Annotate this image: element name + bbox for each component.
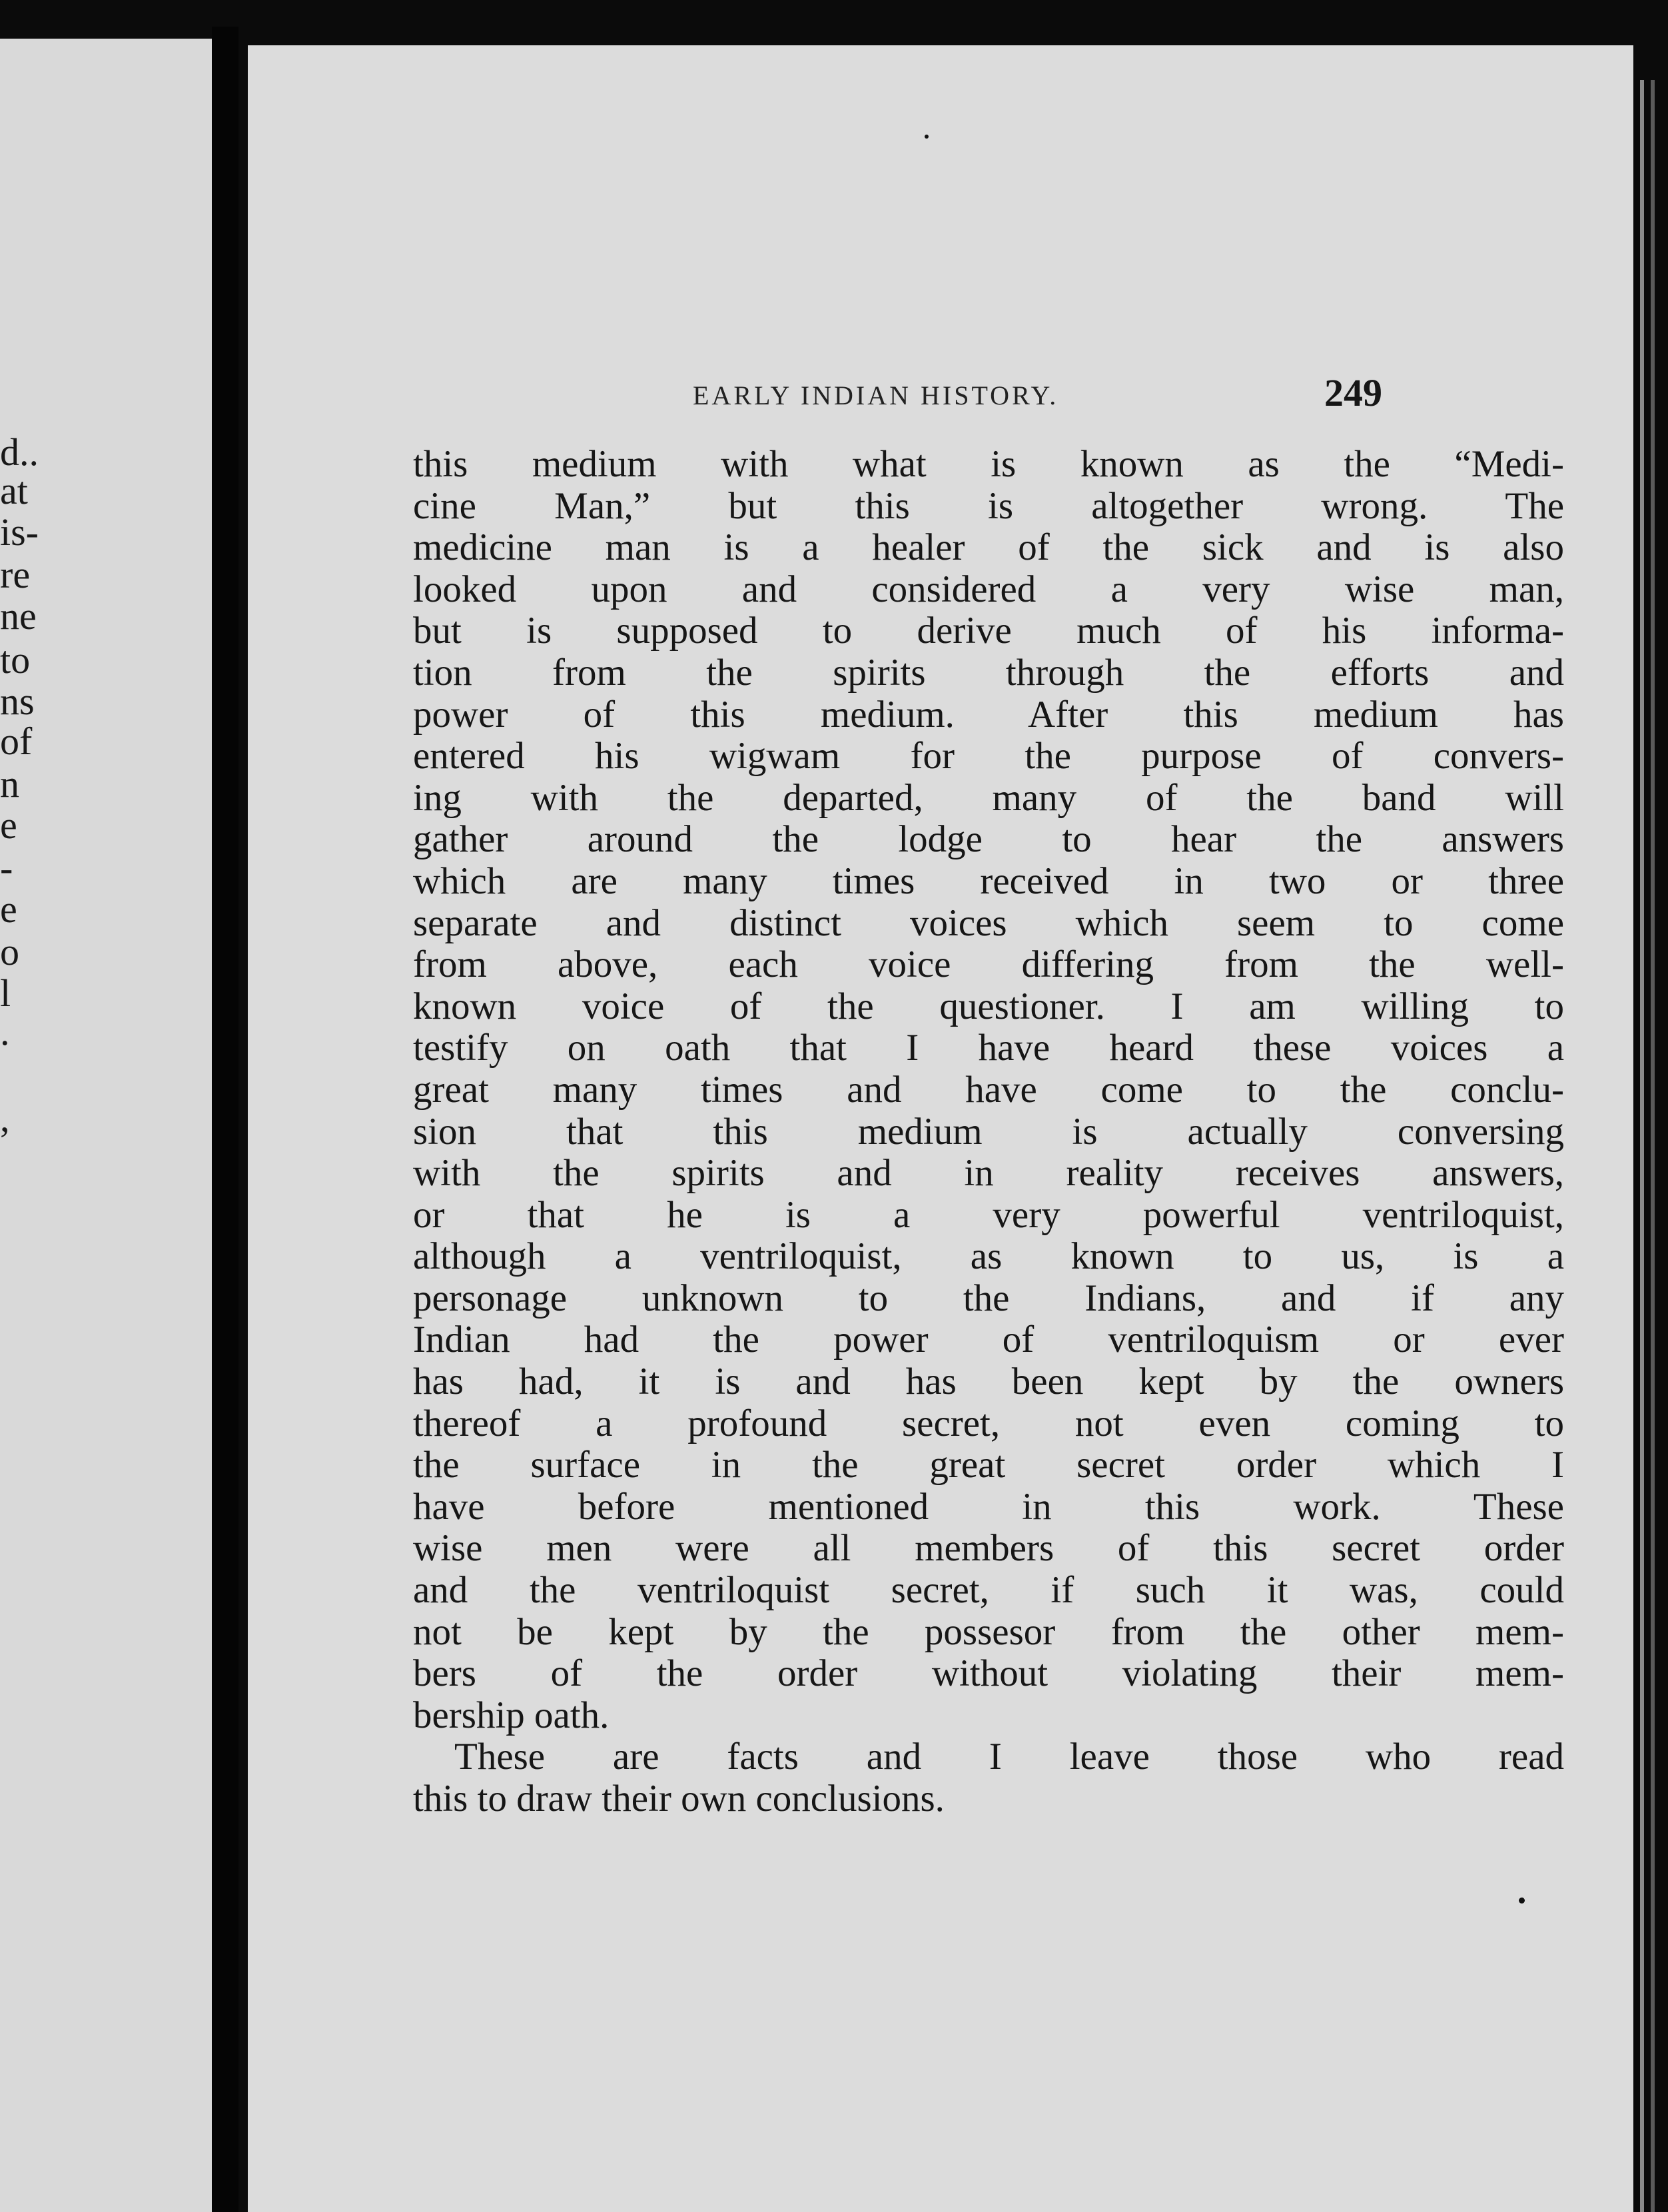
left-text-fragment: n — [0, 762, 19, 806]
left-text-fragment: - — [0, 846, 13, 889]
left-text-fragment: ns — [0, 680, 35, 723]
page-header — [248, 358, 1633, 418]
running-head: EARLY INDIAN HISTORY. — [693, 380, 1059, 410]
text-line: the surface in the great secret order which I — [413, 1444, 1564, 1486]
text-line: known voice of the questioner. I am willing to — [413, 985, 1564, 1027]
text-line: with the spirits and in reality receives answers, — [413, 1153, 1564, 1195]
left-text-fragment: , — [0, 1097, 10, 1140]
text-line: sion that this medium is actually conversing — [413, 1111, 1564, 1153]
page-edge-line — [1651, 80, 1655, 2212]
left-text-fragment: ne — [0, 594, 37, 638]
text-line: have before mentioned in this work. These — [413, 1486, 1564, 1528]
text-line: bers of the order without violating their mem- — [413, 1653, 1564, 1695]
left-text-fragment: re — [0, 553, 31, 596]
left-text-fragment: l — [0, 971, 11, 1015]
text-line: Indian had the power of ventriloquism or ever — [413, 1319, 1564, 1361]
page-number: 249 — [1324, 371, 1382, 414]
left-text-fragment: d.. — [0, 430, 39, 474]
text-line: ing with the departed, many of the band will — [413, 777, 1564, 819]
text-line: thereof a profound secret, not even coming to — [413, 1402, 1564, 1444]
text-line: and the ventriloquist secret, if such it was, could — [413, 1570, 1564, 1612]
left-text-fragment: is- — [0, 510, 39, 554]
text-line: gather around the lodge to hear the answers — [413, 819, 1564, 861]
text-line: this medium with what is known as the “Medi- — [413, 444, 1564, 485]
text-line: medicine man is a healer of the sick and is also — [413, 527, 1564, 569]
book-gutter — [212, 27, 238, 2212]
text-line: from above, each voice differing from the well- — [413, 944, 1564, 986]
text-line: has had, it is and has been kept by the owners — [413, 1361, 1564, 1403]
body-text — [413, 444, 1564, 1820]
page-edge-line — [1640, 80, 1644, 2212]
page-edge-stack — [1633, 80, 1668, 2212]
text-line: tion from the spirits through the efforts and — [413, 652, 1564, 694]
previous-page-fragment — [0, 39, 212, 2212]
text-line: cine Man,” but this is altogether wrong. The — [413, 485, 1564, 527]
text-line: although a ventriloquist, as known to us, is a — [413, 1236, 1564, 1278]
left-text-fragment: at — [0, 469, 28, 512]
ink-speck — [1519, 1898, 1525, 1904]
left-text-fragment: o — [0, 930, 19, 973]
text-line: testify on oath that I have heard these voices a — [413, 1027, 1564, 1069]
book-page — [248, 45, 1633, 2212]
text-line: wise men were all members of this secret order — [413, 1528, 1564, 1570]
text-line: bership oath. — [413, 1694, 610, 1736]
text-line: power of this medium. After this medium has — [413, 694, 1564, 736]
ink-speck — [925, 135, 929, 139]
text-line: not be kept by the possesor from the other mem- — [413, 1611, 1564, 1653]
text-line: great many times and have come to the conclu- — [413, 1069, 1564, 1111]
text-line: entered his wigwam for the purpose of convers- — [413, 736, 1564, 778]
text-line: personage unknown to the Indians, and if any — [413, 1277, 1564, 1319]
left-text-fragment: e — [0, 804, 17, 847]
left-text-fragment: e — [0, 887, 17, 931]
closing-paragraph-line: These are facts and I leave those who read — [454, 1736, 1564, 1778]
left-text-fragment: of — [0, 720, 33, 763]
text-line: but is supposed to derive much of his informa- — [413, 610, 1564, 652]
left-text-fragment: . — [0, 1010, 10, 1053]
text-line: which are many times received in two or three — [413, 860, 1564, 902]
left-text-fragment: to — [0, 638, 31, 682]
closing-paragraph-line: this to draw their own conclusions. — [413, 1778, 945, 1820]
text-line: separate and distinct voices which seem to come — [413, 902, 1564, 944]
text-line: looked upon and considered a very wise man, — [413, 568, 1564, 610]
text-line: or that he is a very powerful ventriloquist, — [413, 1194, 1564, 1236]
